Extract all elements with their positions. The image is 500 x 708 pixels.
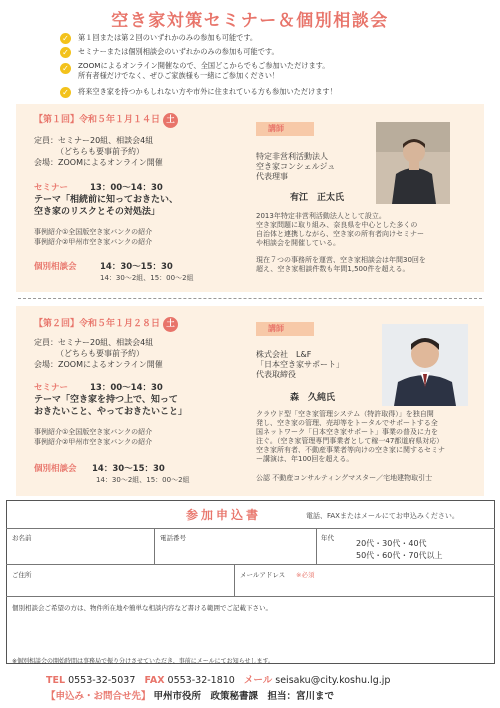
session-2-header	[34, 316, 178, 332]
form-footnote: ※個別相談会の開始時間は事務局で振り分けさせていただき、事前にメールにてお知らせします。	[12, 658, 275, 665]
session-2-date: 【第２回】令和５年１月２８日	[34, 319, 161, 329]
inquiry-label: 【申込み・お問合せ先】	[46, 691, 151, 702]
lecturer-photo	[376, 122, 450, 204]
inquiry-org: 甲州市役所 政策秘書課 担当：宮川まで	[153, 691, 335, 702]
bio-line: 国ネットワーク「日本空き家サポート」事業の普及に力を	[256, 428, 438, 436]
case-2: 事例紹介②甲州市空き家バンクの紹介	[34, 238, 153, 246]
seminar-time: 13：00〜14：30	[90, 183, 163, 193]
email-field[interactable]	[240, 580, 490, 594]
lecturer-tab: 講師	[256, 322, 314, 336]
case-1: 事例紹介①全国版空き家バンクの紹介	[34, 428, 153, 436]
day-badge: 土	[163, 317, 178, 332]
lecturer-name: 有江 正太氏	[290, 193, 345, 203]
consult-time: 14：30〜15：30	[92, 464, 165, 474]
bio-line: 発し、空き家の管理、売却等をトータルでサポートする全	[256, 419, 438, 427]
bio-line: 空き家所有者、不動産事業者等向けの空き家に関するセミナ	[256, 446, 445, 454]
phone-label: 電話番号	[160, 534, 186, 542]
email-required: ※必須	[296, 571, 315, 579]
tel-number[interactable]: 0553-32-5037	[68, 675, 136, 686]
form-rule	[6, 528, 495, 529]
mail-address[interactable]: seisaku@city.koshu.lg.jp	[275, 675, 391, 686]
check-icon: ✓	[60, 87, 71, 98]
dashed-divider	[18, 298, 482, 299]
form-rule	[234, 564, 235, 596]
note-item: ZOOMによるオンライン開催なので、全国どこからでもご参加いただけます。	[78, 61, 330, 70]
lecturer-org-line-2: 空き家コンシェルジュ	[256, 162, 336, 171]
bio-line: 超え、空き家相談件数も年間1,500件を超える。	[256, 265, 410, 273]
form-rule	[316, 528, 317, 564]
bio-line: 現在７つの事務所を運営、空き家相談会は年間30回を	[256, 256, 426, 264]
note-item: 所有者様だけでなく、ぜひご家族様も一緒にご参加ください！	[78, 71, 280, 80]
bio-line: 2013年特定非営利活動法人として設立。	[256, 212, 386, 220]
note-item: セミナーまたは個別相談会のいずれかのみの参加も可能です。	[78, 47, 279, 56]
seminar-time: 13：00〜14：30	[90, 383, 163, 393]
case-2: 事例紹介②甲州市空き家バンクの紹介	[34, 438, 153, 446]
check-icon: ✓	[60, 47, 71, 58]
note-item: 将来空き家を持つかもしれない方や市外に住まれている方も参加いただけます！	[78, 87, 337, 96]
consult-tag: 個別相談会	[34, 464, 77, 474]
email-label: メールアドレス	[240, 571, 286, 579]
consult-note: 個別相談会ご希望の方は、物件所在地や簡単な相談内容など書ける範囲でご記載下さい。	[12, 604, 272, 612]
note-item: 第１回または第２回のいずれかのみの参加も可能です。	[78, 33, 258, 42]
case-1: 事例紹介①全国版空き家バンクの紹介	[34, 228, 153, 236]
check-icon: ✓	[60, 63, 71, 74]
lecturer-name: 森 久純氏	[290, 393, 336, 403]
page-title: 空き家対策セミナー＆個別相談会	[111, 11, 389, 31]
contact-line	[46, 672, 390, 686]
theme-line-2: 空き家のリスクとその対処法」	[34, 207, 160, 217]
lecturer-photo	[382, 324, 468, 406]
address-label: ご住所	[12, 571, 32, 579]
form-rule	[6, 564, 495, 565]
consult-time: 14：30〜15：30	[100, 262, 173, 272]
bio-line: 自治体と連携しながら、空き家の所有者向けセミナー	[256, 230, 424, 238]
lecturer-tab: 講師	[256, 122, 314, 136]
phone-field[interactable]	[160, 544, 310, 560]
reservation-note: （どちらも要事前予約）	[56, 349, 144, 358]
consult-slots: 14：30〜2組、15：00〜2組	[100, 274, 194, 282]
age-option-row-2[interactable]: 50代・60代・70代以上	[356, 551, 443, 560]
address-field[interactable]	[14, 580, 228, 594]
bio-line: ー講演は、年100回を超える。	[256, 455, 354, 463]
name-field[interactable]	[14, 544, 150, 560]
session-1-date: 【第１回】令和５年１月１４日	[34, 115, 161, 125]
age-option-row-1[interactable]: 20代・30代・40代	[356, 539, 427, 548]
inquiry-line	[46, 688, 334, 702]
seminar-tag: セミナー	[34, 383, 69, 393]
lecturer-org-line-1: 株式会社 L&F	[256, 350, 312, 359]
bio-line: 公認 不動産コンサルティングマスター／宅地建物取引士	[256, 474, 433, 482]
day-badge: 土	[163, 113, 178, 128]
form-rule	[154, 528, 155, 564]
fax-label: FAX	[144, 675, 165, 686]
fax-number: 0553-32-1810	[167, 675, 235, 686]
check-icon: ✓	[60, 33, 71, 44]
lecturer-org-line-2: 「日本空き家サポート」	[256, 360, 344, 369]
venue: 会場：ZOOMによるオンライン開催	[34, 158, 163, 167]
lecturer-org-line-1: 特定非営利活動法人	[256, 152, 328, 161]
bio-line: 注ぐ。（空き家管理専門事業者として稼一47都道府県対応）	[256, 437, 444, 445]
capacity: 定員：セミナー20組、相談会4組	[34, 136, 154, 145]
theme-line-1: テーマ「相続前に知っておきたい、	[34, 195, 179, 205]
lecturer-role: 代表取締役	[256, 370, 296, 379]
form-title: 参加申込書	[186, 508, 262, 522]
bio-line: クラウド型「空き家管理システム（特許取得）」を独自開	[256, 410, 434, 418]
name-label: お名前	[12, 534, 32, 542]
form-instruction: 電話、FAXまたはメールにてお申込みください。	[306, 512, 459, 520]
venue: 会場：ZOOMによるオンライン開催	[34, 360, 163, 369]
theme-line-1: テーマ「空き家を持つ上で、知って	[34, 395, 178, 405]
mail-label: メール	[243, 675, 273, 686]
lecturer-role: 代表理事	[256, 172, 288, 181]
seminar-tag: セミナー	[34, 183, 69, 193]
bio-line: 空き家問題に取り組み、奈良県を中心とした多くの	[256, 221, 418, 229]
consult-tag: 個別相談会	[34, 262, 77, 272]
capacity: 定員：セミナー20組、相談会4組	[34, 338, 154, 347]
consult-slots: 14：30〜2組、15：00〜2組	[96, 476, 190, 484]
tel-label: TEL	[46, 675, 66, 686]
reservation-note: （どちらも要事前予約）	[56, 147, 144, 156]
form-rule	[6, 596, 495, 597]
consult-details-field[interactable]	[12, 614, 488, 652]
theme-line-2: おきたいこと、やっておきたいこと」	[34, 407, 188, 417]
age-label: 年代	[321, 534, 334, 542]
session-1-header	[34, 112, 178, 128]
bio-line: や相談会を開催している。	[256, 239, 340, 247]
